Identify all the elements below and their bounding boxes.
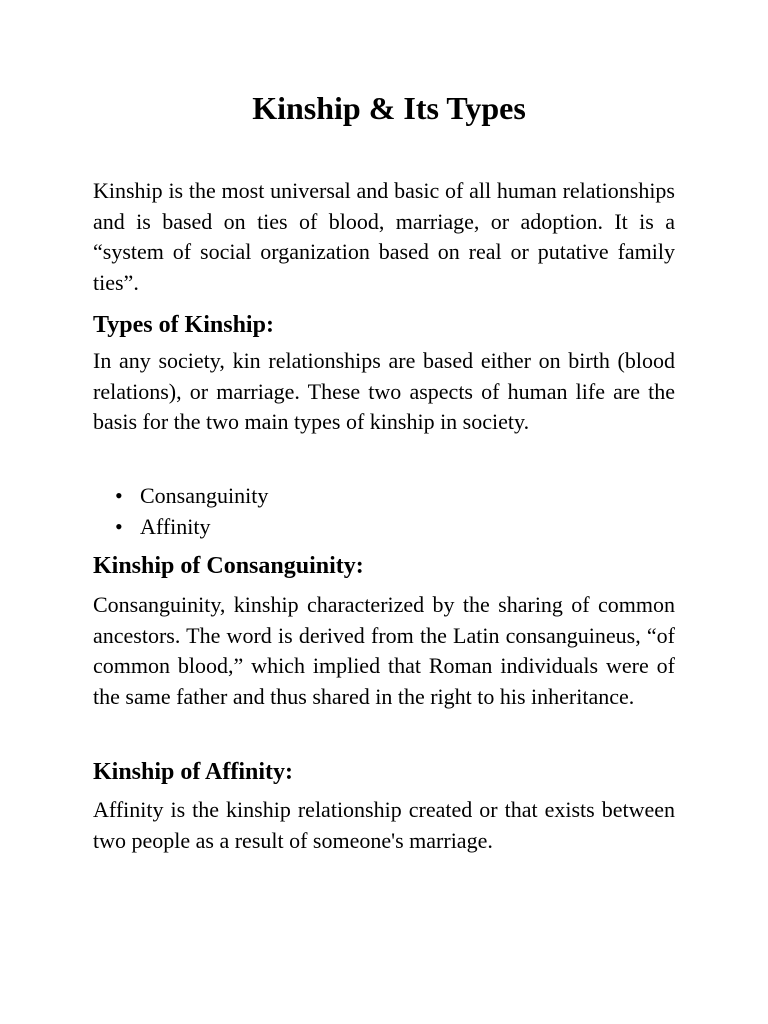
list-item-label: Affinity [140, 513, 211, 539]
list-item-label: Consanguinity [140, 483, 269, 508]
types-paragraph: In any society, kin relationships are based either on birth (blood relations), or marriage. These two aspects of human life are the basis for the two main types of kinship in society. [93, 348, 675, 434]
intro-paragraph: Kinship is the most universal and basic of all human relationships and is based on ties of blood, marriage, or adoption. It is a “system of social organization based on real or putative family ties”. [93, 178, 675, 295]
document-title: Kinship & Its Types [252, 90, 526, 126]
consanguinity-paragraph: Consanguinity, kinship characterized by the sharing of common ancestors. The word is derived from the Latin consanguineus, “of common blood,” which implied that Roman individuals were of the same father and thus shared in the right to his inheritance. [93, 592, 675, 709]
affinity-paragraph: Affinity is the kinship relationship created or that exists between two people as a result of someone's marriage. [93, 797, 675, 853]
bullet-icon: • [115, 483, 123, 508]
heading-types-of-kinship: Types of Kinship: [93, 312, 274, 338]
heading-consanguinity: Kinship of Consanguinity: [93, 553, 364, 579]
heading-affinity: Kinship of Affinity: [93, 759, 294, 785]
list-item [93, 512, 268, 543]
kinship-types-list [93, 481, 268, 542]
list-item [93, 481, 268, 512]
bullet-icon: • [115, 513, 123, 539]
